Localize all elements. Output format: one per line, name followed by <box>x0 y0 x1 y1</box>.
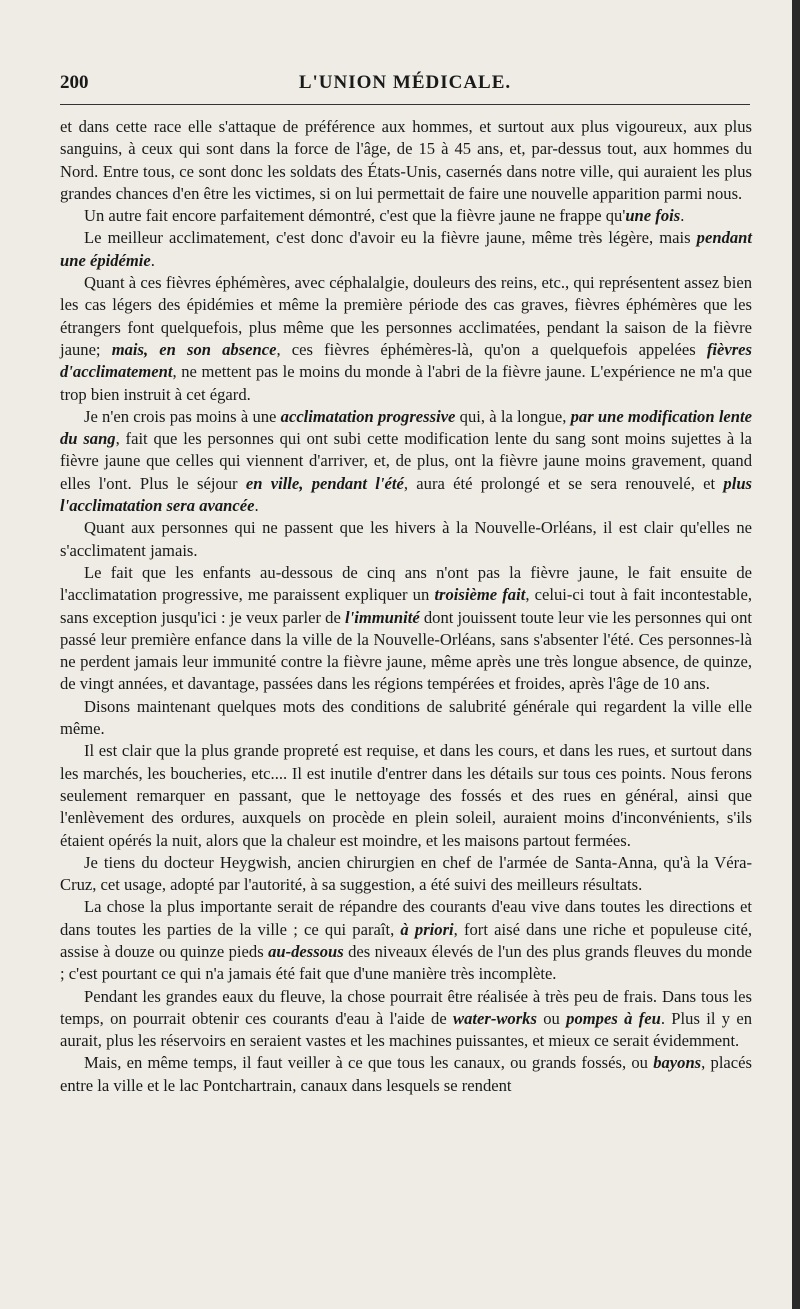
text-run: qui, à la longue, <box>455 406 571 426</box>
paragraph <box>60 740 752 851</box>
text-run: , placés entre la ville et le lac Pontchartrain, canaux dans lesquels se rendent <box>60 1053 752 1095</box>
paragraph <box>60 406 752 517</box>
text-run: Je n'en crois pas moins à une <box>84 406 281 426</box>
page-number: 200 <box>60 72 89 93</box>
paragraph <box>60 852 752 897</box>
paragraph <box>60 696 752 741</box>
emphasized-text: à priori <box>400 919 454 939</box>
text-run: , celui-ci tout à fait incontestable, sans exception jusqu'ici : je veux parler de <box>60 585 752 627</box>
text-run: , fait que les personnes qui ont subi cette modification lente du sang sont moins sujettes à la fièvre jaune que celles qui viennent d'arriver, et, de plus, ont la fièvre jaune moins gravement, quand elles l'ont. Plus le séjour <box>60 429 752 493</box>
text-run: Mais, en même temps, il faut veiller à ce que tous les canaux, ou grands fossés, ou <box>84 1053 654 1073</box>
paragraph <box>60 116 752 205</box>
emphasized-text: acclimatation progressive <box>280 406 456 426</box>
text-run: . <box>150 250 155 270</box>
emphasized-text: l'immunité <box>345 607 420 627</box>
emphasized-text: une fois <box>625 206 681 226</box>
text-run: Je tiens du docteur Heygwish, ancien chirurgien en chef de l'armée de Santa-Anna, qu'à la Véra-Cruz, cet usage, adopté par l'autorité, à sa suggestion, a été suivi des meilleurs résultats. <box>60 852 752 895</box>
emphasized-text: en ville, pendant l'été <box>245 473 404 493</box>
text-run: Quant à ces fièvres éphémères, avec céphalalgie, douleurs des reins, etc., qui représentent assez bien les cas légers des épidémies et même la première période des cas graves, fièvres éphémères que les étrangers font quelquefois, plus même que les personnes acclimatées, pendant la saison de la fièvre jaune; <box>60 273 752 359</box>
text-run: Pendant les grandes eaux du fleuve, la chose pourrait être réalisée à très peu de frais. Dans tous les temps, on pourrait obtenir ces courants d'eau à l'aide de <box>60 986 752 1028</box>
article-body <box>60 116 752 1097</box>
emphasized-text: plus l'acclimatation sera avancée <box>60 473 753 516</box>
emphasized-text: water-works <box>453 1008 537 1028</box>
emphasized-text: par une modification lente du sang <box>60 406 752 449</box>
emphasized-text: mais, en son absence <box>111 339 277 359</box>
text-run: , fort aisé dans une riche et populeuse cité, assise à douze ou quinze pieds <box>60 919 752 961</box>
text-run: Quant aux personnes qui ne passent que les hivers à la Nouvelle-Orléans, il est clair qu'elles ne s'acclimatent jamais. <box>60 518 752 560</box>
text-run: , aura été prolongé et se sera renouvelé, et <box>403 473 724 493</box>
text-run: Disons maintenant quelques mots des conditions de salubrité générale qui regardent la ville elle même. <box>60 696 752 739</box>
text-run: ou <box>536 1008 567 1028</box>
text-run: . Plus il y en aurait, plus les réservoirs en seraient vastes et les machines puissantes, et mieux ce serait évidemment. <box>60 1008 753 1051</box>
text-run: La chose la plus importante serait de répandre des courants d'eau vive dans toutes les directions et dans toutes les parties de la ville ; ce qui paraît, <box>60 897 752 939</box>
header-rule <box>60 104 750 105</box>
text-run: Le fait que les enfants au-dessous de cinq ans n'ont pas la fièvre jaune, le fait ensuite de l'acclimatation progressive, me paraissent expliquer un <box>60 562 752 605</box>
text-run: . <box>254 496 259 516</box>
emphasized-text: bayons <box>653 1053 702 1073</box>
text-run: Un autre fait encore parfaitement démontré, c'est que la fièvre jaune ne frappe qu' <box>84 206 626 226</box>
page-header <box>60 72 750 102</box>
journal-title: L'UNION MÉDICALE. <box>298 72 512 93</box>
text-run: dont jouissent toute leur vie les personnes qui ont passé leur première enfance dans la ville de la Nouvelle-Orléans, sans s'absenter l'été. Ces personnes-là ne perdent jamais leur immunité contre la fièvre jaune, même après une très longue absence, de quinze, de vingt années, et davantage, passées dans les régions tempérées et froides, après l'âge de 10 ans. <box>60 607 752 694</box>
page-edge <box>792 0 800 1309</box>
paragraph <box>60 205 752 227</box>
text-run: des niveaux élevés de l'un des plus grands fleuves du monde ; c'est pourtant ce qui n'a jamais été fait que d'une manière très incomplète. <box>60 941 752 984</box>
paragraph <box>60 272 752 406</box>
paragraph <box>60 986 752 1053</box>
emphasized-text: troisième fait <box>434 585 526 605</box>
emphasized-text: fièvres d'acclimatement <box>60 339 752 382</box>
paragraph <box>60 562 752 696</box>
text-run: Il est clair que la plus grande propreté est requise, et dans les cours, et dans les rues, et surtout dans les marchés, les boucheries, etc.... Il est inutile d'entrer dans les détails sur tous ces points. Nous ferons seulement remarquer en passant, que le nettoyage des fossés et des rues en général, ainsi que l'enlèvement des ordures, auxquels on procède en plein soleil, auraient moins d'inconvénients, s'ils étaient opérés la nuit, alors que la chaleur est moindre, et les maisons partout fermées. <box>60 741 752 850</box>
emphasized-text: pendant une épidémie <box>60 228 752 270</box>
paragraph <box>60 1052 752 1097</box>
text-run: Le meilleur acclimatement, c'est donc d'avoir eu la fièvre jaune, même très légère, mais <box>84 228 697 248</box>
text-run: , ces fièvres éphémères-là, qu'on a quelquefois appelées <box>276 339 707 359</box>
text-run: , ne mettent pas le moins du monde à l'abri de la fièvre jaune. L'expérience ne m'a que trop bien instruit à cet égard. <box>60 362 752 404</box>
paragraph <box>60 227 752 272</box>
emphasized-text: pompes à feu <box>566 1008 661 1028</box>
paragraph <box>60 896 752 985</box>
text-run: et dans cette race elle s'attaque de préférence aux hommes, et surtout aux plus vigoureux, aux plus sanguins, à ceux qui sont dans la force de l'âge, de 15 à 45 ans, et, par-dessus tout, aux hommes du Nord. Entre tous, ce sont donc les soldats des États-Unis, casernés dans notre ville, qui auraient les plus grandes chances d'en être les victimes, si on lui permettait de faire une nouvelle apparition parmi nous. <box>60 117 752 203</box>
text-run: . <box>680 206 685 226</box>
paragraph <box>60 517 752 562</box>
emphasized-text: au-dessous <box>268 941 344 961</box>
